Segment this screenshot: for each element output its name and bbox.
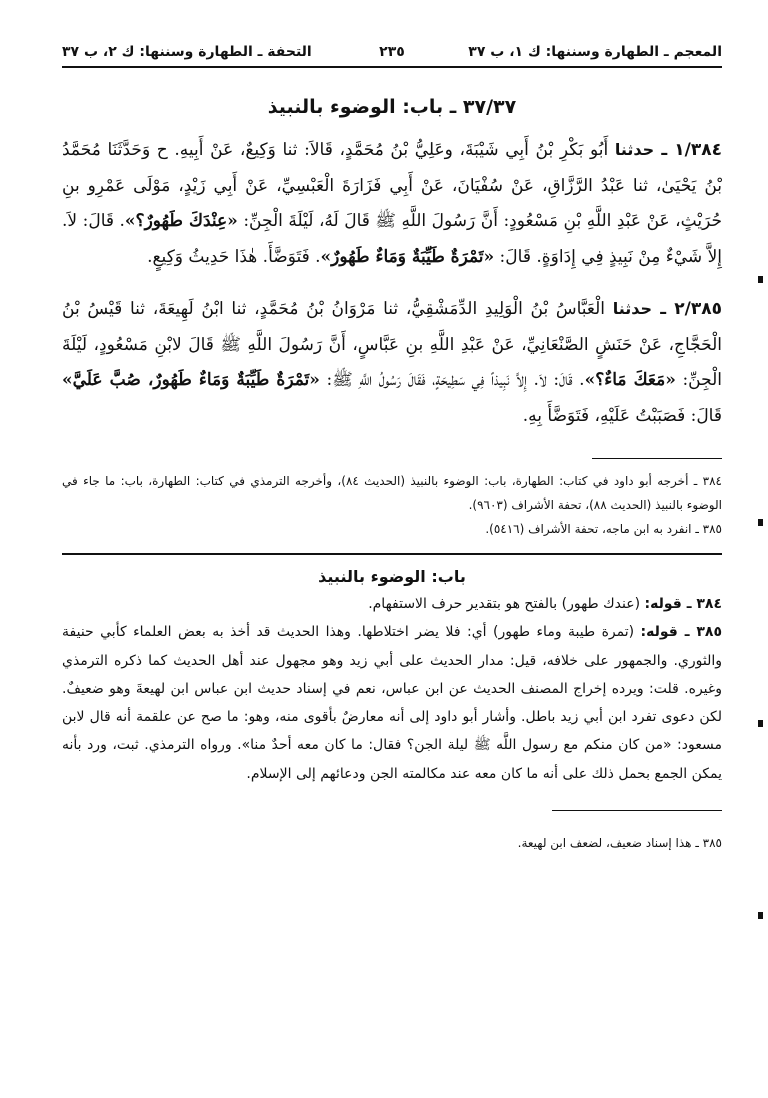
chapter-title: ٣٧/٣٧ ـ باب: الوضوء بالنبيذ (267, 96, 517, 118)
prophet-quote: «عِنْدَكَ طَهُورٌ؟» (124, 211, 238, 231)
commentary-label: ٣٨٤ ـ قوله: (644, 596, 722, 612)
hadith-lead: حدثنا (614, 140, 655, 159)
hadith-text: الْعَبَّاسُ بْنُ الْوَلِيدِ الدِّمَشْقِيُّ، ثنا مَرْوَانُ بْنُ مُحَمَّدٍ، ثنا ابْنُ لَهِيعَةَ، ثنا قَيْسُ بْنُ الْحَجَّاجِ، عَنْ حَنَشٍ الصَّنْعَانِيِّ، عَنْ عَبْدِ اللَّهِ بنِ عَبَّاسٍ، أَنَّ رَسُولَ اللَّهِ ﷺ قَالَ لابْنِ مَسْعُودٍ، لَيْلَةَ الْجِنِّ: (62, 299, 723, 390)
header-right-reference: المعجم ـ الطهارة وسننها: ك ١، ب ٣٧ (468, 44, 722, 60)
margin-mark (758, 912, 763, 919)
hadith-lead: حدثنا (612, 299, 653, 318)
hadith-384: ١/٣٨٤ ـ حدثنا أَبُو بَكْرِ بْنُ أَبِي شَيْبَةَ، وعَلِيُّ بْنُ مُحَمَّدٍ، قَالاَ: ثنا وَكِيعٌ، عَنْ أَبِيهِ. ح وَحَدَّثَنَا مُحَمَّدُ بْنُ يَحْيَىٰ، ثنا عَبْدُ الرَّزَّاقِ، عَنْ سُفْيَانَ، عَنْ أَبِي فَزَارَةَ الْعَبْسِيِّ، عَنْ أَبِي زَيْدٍ، مَوْلَى عَمْرِو بنِ حُرَيْثٍ، عَنْ عَبْدِ اللَّهِ بْنِ مَسْعُودٍ: أَنَّ رَسُولَ اللَّهِ ﷺ قَالَ لَهُ، لَيْلَةَ الْجِنِّ: «عِنْدَكَ طَهُورٌ؟». قَالَ: لاَ. إِلاَّ شَيْءٌ مِنْ نَبِيذٍ فِي إِدَاوَةٍ. قَالَ: «تَمْرَةٌ طَيِّبَةٌ وَمَاءٌ طَهُورٌ». فَتَوَضَّأَ. هٰذَا حَدِيثُ وَكِيعٍ. (62, 140, 722, 267)
margin-mark (758, 276, 763, 283)
commentary-divider (62, 553, 722, 555)
footnote-385: ٣٨٥ ـ انفرد به ابن ماجه، تحفة الأشراف (٥٤١٦). (485, 522, 722, 536)
footnote-separator (592, 458, 722, 459)
bottom-note-separator (552, 810, 722, 811)
hadith-text: قَالَ: فَصَبَبْتُ عَلَيْهِ، فَتَوَضَّأَ بِهِ. (522, 405, 722, 426)
prophet-quote: «مَعَكَ مَاءٌ؟» (584, 370, 676, 390)
margin-mark (758, 720, 763, 727)
commentary-text: (تمرة طيبة وماء طهور) أي: فلا يضر اختلاطها. وهذا الحديث قد أخذ به بعض العلماء كأبي حنيفة والثوري. والجمهور على خلافه، قيل: مدار الحديث على أبي زيد وهو مجهول عند أهل الحديث كما ذكره الترمذي وغيره. قلت: ويرده إخراج المصنف الحديث عن ابن عباس، نعم في إسناد حديث ابن عباس ابن لهيعةَ وهو ضعيفٌ. لكن دعوى تفرد ابن أبي زيد باطل. وأشار أبو داود إلى أنه معارضٌ بأقوى منه، وهو: ما صح عن علقمة أنه قال لابن مسعود: «من كان منكم مع رسول اللَّه ﷺ ليلة الجن؟ فقال: ما كان معه أحدٌ منا». ورواه الترمذي. ثبت، ورد بأنه يمكن الجمع بحمل ذلك على أنه ما كان معه عند مكالمته الجن ودعائهم إلى الإسلام. (62, 624, 722, 782)
page-number: ٢٣٥ (379, 44, 405, 60)
commentary-385 (62, 618, 722, 788)
hadith-text: أَبُو بَكْرِ بْنُ أَبِي شَيْبَةَ، وعَلِيُّ بْنُ مُحَمَّدٍ، قَالاَ: ثنا وَكِيعٌ، عَنْ أَبِيهِ. ح وَحَدَّثَنَا مُحَمَّدُ بْنُ يَحْيَىٰ، ثنا عَبْدُ الرَّزَّاقِ، عَنْ سُفْيَانَ، عَنْ أَبِي فَزَارَةَ الْعَبْسِيِّ، عَنْ أَبِي زَيْدٍ، مَوْلَى عَمْرِو بنِ حُرَيْثٍ، عَنْ عَبْدِ اللَّهِ بْنِ مَسْعُودٍ: أَنَّ رَسُولَ اللَّهِ ﷺ قَالَ لَهُ، لَيْلَةَ الْجِنِّ: (62, 140, 722, 231)
commentary-label: ٣٨٥ ـ قوله: (640, 624, 723, 641)
margin-mark (758, 519, 763, 526)
footnote-384: ٣٨٤ ـ أخرجه أبو داود في كتاب: الطهارة، باب: الوضوء بالنبيذ (الحديث ٨٤)، وأخرجه الترمذي في كتاب: الطهارة، باب: ما جاء في الوضوء بالنبيذ (الحديث ٨٨)، تحفة الأشراف (٩٦٠٣). (62, 474, 722, 512)
commentary-section (62, 590, 722, 788)
prophet-quote: «تَمْرَةٌ طَيِّبَةٌ وَمَاءٌ طَهُورٌ» (320, 246, 495, 267)
takhrij-footnotes (62, 469, 722, 541)
book-page (62, 40, 722, 1080)
header-left-reference: التحفة ـ الطهارة وسننها: ك ٢، ب ٣٧ (62, 44, 312, 60)
hadith-text: . قَالَ: لاَ. إِلاَّ شَيْءٌ مِنْ نَبِيذٍ فِي إِدَاوَةٍ. قَالَ: (62, 211, 722, 267)
running-header (62, 40, 722, 68)
commentary-384 (62, 590, 722, 618)
hadith-number: ٢/٣٨٥ (674, 299, 722, 319)
hadith-text: . قَالَ: لاَ. إِلاَّ نَبِيذاً فِي سَطِيحَةٍ، فَقَالَ رَسُولُ اللَّهِ ﷺ: (319, 370, 585, 390)
prophet-quote: «تَمْرَةٌ طَيِّبَةٌ وَمَاءٌ طَهُورٌ، صُبَّ عَلَيَّ» (62, 370, 320, 390)
commentary-text: (عندك طهور) بالفتح هو بتقدير حرف الاستفهام. (368, 596, 645, 612)
hadith-text: . فَتَوَضَّأَ. هٰذَا حَدِيثُ وَكِيعٍ. (147, 246, 321, 267)
commentary-title: باب: الوضوء بالنبيذ (318, 567, 466, 586)
bottom-note: ٣٨٥ ـ هذا إسناد ضعيف، لضعف ابن لهيعة. (517, 836, 722, 851)
hadith-385: ٢/٣٨٥ ـ حدثنا الْعَبَّاسُ بْنُ الْوَلِيدِ الدِّمَشْقِيُّ، ثنا مَرْوَانُ بْنُ مُحَمَّدٍ، ثنا ابْنُ لَهِيعَةَ، ثنا قَيْسُ بْنُ الْحَجَّاجِ، عَنْ حَنَشٍ الصَّنْعَانِيِّ، عَنْ عَبْدِ اللَّهِ بنِ عَبَّاسٍ، أَنَّ رَسُولَ اللَّهِ ﷺ قَالَ لابْنِ مَسْعُودٍ، لَيْلَةَ الْجِنِّ: «مَعَكَ مَاءٌ؟». قَالَ: لاَ. إِلاَّ نَبِيذاً فِي سَطِيحَةٍ، فَقَالَ رَسُولُ اللَّهِ ﷺ: «تَمْرَةٌ طَيِّبَةٌ وَمَاءٌ طَهُورٌ، صُبَّ عَلَيَّ» قَالَ: فَصَبَبْتُ عَلَيْهِ، فَتَوَضَّأَ بِهِ. (62, 299, 723, 426)
hadith-number: ١/٣٨٤ (674, 140, 722, 160)
